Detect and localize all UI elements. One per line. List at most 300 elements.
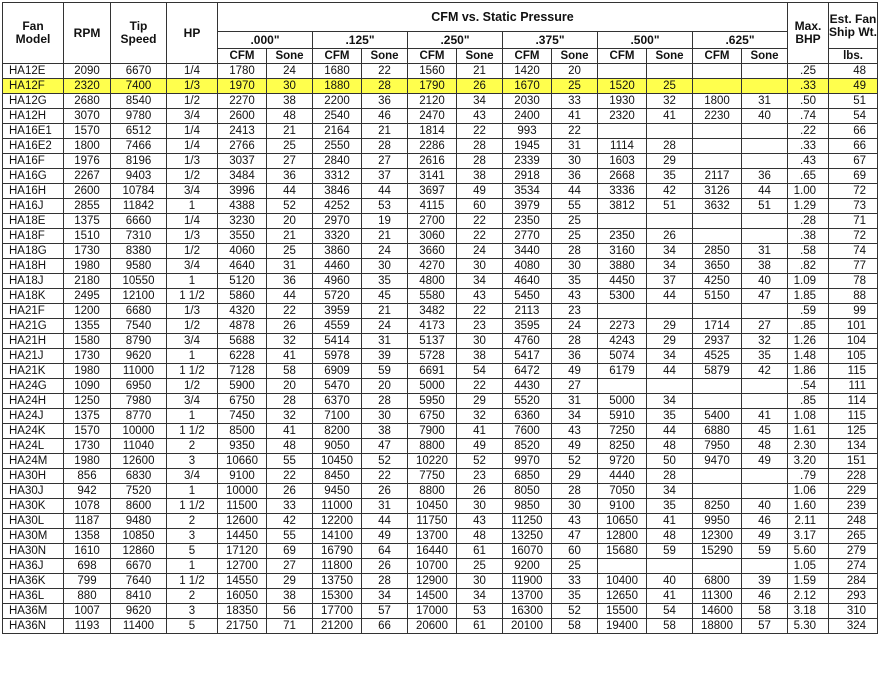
cell-cfm: 15290 [693,544,742,559]
table-row [3,139,878,154]
cell-cfm: 7250 [598,424,647,439]
cell-cfm: 4460 [313,259,362,274]
table-row [3,574,878,589]
cell-sone: 49 [742,529,788,544]
table-row [3,79,878,94]
cell-sone: 58 [742,604,788,619]
header-tip-speed [111,3,167,64]
cell-model: HA30H [3,469,64,484]
cell-sone: 30 [552,259,598,274]
cell-max-bhp: 1.08 [788,409,829,424]
cell-sone: 24 [457,244,503,259]
cell-cfm: 7128 [218,364,267,379]
cell-cfm: 5978 [313,349,362,364]
cell-sone: 34 [362,589,408,604]
cell-rpm: 856 [64,469,111,484]
cell-tip-speed: 6830 [111,469,167,484]
cell-sone: 21 [362,124,408,139]
cell-sone: 22 [362,64,408,79]
cell-sone: 58 [552,619,598,634]
cell-model: HA16E2 [3,139,64,154]
cell-ship-weight: 310 [829,604,878,619]
cell-sone: 28 [362,139,408,154]
cell-cfm: 3320 [313,229,362,244]
cell-sone: 45 [362,289,408,304]
cell-max-bhp: .33 [788,139,829,154]
cell-rpm: 1510 [64,229,111,244]
header-pressure: .500" [598,32,693,49]
cell-sone: 38 [457,349,503,364]
cell-cfm: 1970 [218,79,267,94]
cell-cfm: 6179 [598,364,647,379]
cell-cfm: 5950 [408,394,457,409]
cell-sone: 44 [647,289,693,304]
cell-sone: 59 [742,544,788,559]
cell-cfm: 6850 [503,469,552,484]
cell-sone: 54 [457,364,503,379]
cell-cfm: 11800 [313,559,362,574]
header-max-bhp [788,3,829,64]
cell-ship-weight: 72 [829,184,878,199]
cell-rpm: 1610 [64,544,111,559]
cell-sone: 25 [457,559,503,574]
cell-sone: 47 [362,439,408,454]
cell-cfm: 19400 [598,619,647,634]
header-tip-speed-line2: Speed [120,32,157,46]
cell-cfm: 1560 [408,64,457,79]
cell-sone: 58 [647,619,693,634]
cell-ship-weight: 77 [829,259,878,274]
cell-cfm: 9720 [598,454,647,469]
cell-sone: 28 [552,244,598,259]
cell-cfm: 2400 [503,109,552,124]
cell-cfm: 4440 [598,469,647,484]
cell-cfm: 4115 [408,199,457,214]
cell-sone: 43 [457,289,503,304]
cell-ship-weight: 72 [829,229,878,244]
cell-hp: 1/4 [167,139,218,154]
cell-sone: 48 [647,529,693,544]
cell-sone: 33 [552,574,598,589]
cell-sone [742,379,788,394]
cell-rpm: 1800 [64,139,111,154]
cell-hp: 1/3 [167,154,218,169]
cell-sone: 21 [267,229,313,244]
cell-sone: 51 [742,199,788,214]
cell-hp: 1 1/2 [167,364,218,379]
table-row [3,94,878,109]
cell-sone: 28 [457,139,503,154]
cell-max-bhp: .25 [788,64,829,79]
cell-sone: 71 [267,619,313,634]
cell-ship-weight: 229 [829,484,878,499]
cell-sone: 48 [267,109,313,124]
table-row [3,469,878,484]
cell-sone: 69 [267,544,313,559]
cell-cfm: 13700 [408,529,457,544]
cell-sone [742,394,788,409]
cell-cfm: 4430 [503,379,552,394]
cell-sone: 30 [457,259,503,274]
cell-cfm: 5120 [218,274,267,289]
cell-rpm: 1007 [64,604,111,619]
cell-sone: 29 [647,154,693,169]
cell-hp: 1/4 [167,64,218,79]
cell-max-bhp: .65 [788,169,829,184]
cell-sone: 25 [647,79,693,94]
cell-cfm: 2350 [598,229,647,244]
cell-cfm [693,64,742,79]
cell-ship-weight: 74 [829,244,878,259]
cell-cfm: 2273 [598,319,647,334]
table-row [3,439,878,454]
cell-cfm: 7950 [693,439,742,454]
cell-ship-weight: 125 [829,424,878,439]
header-cfm: CFM [598,49,647,64]
cell-cfm: 16070 [503,544,552,559]
cell-sone: 35 [362,274,408,289]
cell-sone [647,64,693,79]
cell-cfm: 9450 [313,484,362,499]
cell-cfm: 5580 [408,289,457,304]
cell-sone: 34 [457,589,503,604]
cell-model: HA24K [3,424,64,439]
cell-model: HA36L [3,589,64,604]
cell-max-bhp: 3.20 [788,454,829,469]
cell-hp: 1/3 [167,79,218,94]
cell-cfm [598,124,647,139]
cell-cfm: 3996 [218,184,267,199]
cell-tip-speed: 9620 [111,349,167,364]
cell-model: HA18F [3,229,64,244]
cell-sone: 54 [647,604,693,619]
cell-cfm: 13750 [313,574,362,589]
cell-cfm: 4270 [408,259,457,274]
cell-model: HA36K [3,574,64,589]
cell-cfm: 3860 [313,244,362,259]
cell-tip-speed: 11000 [111,364,167,379]
cell-sone: 48 [647,439,693,454]
cell-sone: 46 [362,109,408,124]
cell-cfm: 5688 [218,334,267,349]
cell-sone: 47 [742,289,788,304]
cell-hp: 1 [167,484,218,499]
cell-max-bhp: .54 [788,379,829,394]
cell-ship-weight: 248 [829,514,878,529]
cell-sone: 31 [362,499,408,514]
cell-sone: 53 [457,604,503,619]
cell-cfm: 5728 [408,349,457,364]
cell-cfm: 10660 [218,454,267,469]
cell-sone: 26 [457,79,503,94]
cell-model: HA21G [3,319,64,334]
cell-sone: 34 [647,244,693,259]
cell-cfm: 5417 [503,349,552,364]
cell-cfm: 8800 [408,484,457,499]
cell-max-bhp: 1.29 [788,199,829,214]
cell-cfm: 6909 [313,364,362,379]
header-cfm-vs-static-pressure: CFM vs. Static Pressure [218,3,788,32]
cell-sone: 28 [552,334,598,349]
cell-cfm: 5910 [598,409,647,424]
cell-sone: 20 [552,64,598,79]
cell-sone: 52 [362,454,408,469]
cell-model: HA36J [3,559,64,574]
header-sone: Sone [362,49,408,64]
cell-model: HA12E [3,64,64,79]
cell-tip-speed: 7540 [111,319,167,334]
cell-sone: 26 [267,319,313,334]
cell-cfm: 3312 [313,169,362,184]
cell-rpm: 1375 [64,409,111,424]
cell-sone [647,304,693,319]
cell-tip-speed: 12860 [111,544,167,559]
cell-sone: 23 [552,304,598,319]
cell-sone: 34 [457,94,503,109]
cell-rpm: 942 [64,484,111,499]
cell-cfm: 11900 [503,574,552,589]
cell-sone: 30 [362,259,408,274]
cell-ship-weight: 284 [829,574,878,589]
table-row [3,109,878,124]
cell-sone: 24 [362,244,408,259]
cell-cfm: 6228 [218,349,267,364]
cell-tip-speed: 6512 [111,124,167,139]
cell-cfm: 10220 [408,454,457,469]
cell-cfm: 1930 [598,94,647,109]
cell-hp: 1/3 [167,304,218,319]
cell-model: HA18G [3,244,64,259]
cell-sone: 27 [267,154,313,169]
cell-cfm: 12300 [693,529,742,544]
cell-cfm: 14550 [218,574,267,589]
header-fan-model-line1: Fan [22,19,44,33]
table-row [3,199,878,214]
cell-sone: 25 [552,229,598,244]
cell-cfm: 10400 [598,574,647,589]
cell-rpm: 1250 [64,394,111,409]
cell-sone: 64 [362,544,408,559]
cell-sone: 28 [647,139,693,154]
cell-max-bhp: 5.30 [788,619,829,634]
cell-hp: 1 1/2 [167,574,218,589]
cell-sone: 25 [552,79,598,94]
cell-hp: 1/2 [167,94,218,109]
cell-ship-weight: 274 [829,559,878,574]
cell-cfm: 6370 [313,394,362,409]
cell-tip-speed: 8790 [111,334,167,349]
cell-ship-weight: 48 [829,64,878,79]
cell-sone: 55 [267,529,313,544]
cell-cfm: 5900 [218,379,267,394]
cell-sone: 61 [457,619,503,634]
cell-sone: 49 [742,454,788,469]
cell-rpm: 1730 [64,349,111,364]
cell-cfm: 3979 [503,199,552,214]
cell-sone: 38 [267,589,313,604]
cell-sone: 41 [457,424,503,439]
cell-sone: 44 [647,424,693,439]
cell-model: HA16E1 [3,124,64,139]
cell-cfm [693,214,742,229]
cell-sone [742,124,788,139]
cell-cfm: 4173 [408,319,457,334]
cell-sone: 41 [647,514,693,529]
cell-model: HA36N [3,619,64,634]
cell-cfm: 16790 [313,544,362,559]
cell-cfm: 13250 [503,529,552,544]
cell-cfm: 5400 [693,409,742,424]
cell-sone: 26 [647,229,693,244]
cell-cfm: 5879 [693,364,742,379]
cell-cfm: 12700 [218,559,267,574]
cell-cfm [598,379,647,394]
cell-max-bhp: 1.26 [788,334,829,349]
cell-sone: 41 [552,109,598,124]
cell-sone: 30 [457,334,503,349]
cell-sone: 39 [742,574,788,589]
cell-max-bhp: 1.00 [788,184,829,199]
cell-hp: 1 [167,559,218,574]
cell-sone: 35 [552,274,598,289]
cell-cfm: 4960 [313,274,362,289]
cell-cfm: 3336 [598,184,647,199]
cell-model: HA16H [3,184,64,199]
cell-cfm: 5300 [598,289,647,304]
table-row [3,289,878,304]
cell-ship-weight: 228 [829,469,878,484]
cell-cfm: 3037 [218,154,267,169]
header-pressure: .625" [693,32,788,49]
cell-sone: 21 [362,304,408,319]
cell-cfm: 3534 [503,184,552,199]
cell-sone: 27 [362,154,408,169]
table-row [3,424,878,439]
cell-cfm: 3595 [503,319,552,334]
cell-cfm: 3230 [218,214,267,229]
cell-model: HA18K [3,289,64,304]
cell-sone: 30 [457,499,503,514]
cell-cfm: 10650 [598,514,647,529]
cell-max-bhp: 5.60 [788,544,829,559]
cell-ship-weight: 134 [829,439,878,454]
cell-cfm: 9100 [598,499,647,514]
cell-cfm: 10700 [408,559,457,574]
cell-cfm: 20600 [408,619,457,634]
cell-sone: 56 [267,604,313,619]
cell-cfm: 3632 [693,199,742,214]
cell-sone: 38 [457,169,503,184]
cell-cfm: 6472 [503,364,552,379]
header-pressure: .375" [503,32,598,49]
cell-sone: 52 [552,604,598,619]
cell-max-bhp: 1.86 [788,364,829,379]
cell-model: HA24L [3,439,64,454]
cell-tip-speed: 8196 [111,154,167,169]
cell-cfm: 6360 [503,409,552,424]
cell-ship-weight: 66 [829,124,878,139]
header-fan-model [3,3,64,64]
cell-sone: 36 [552,169,598,184]
cell-sone: 40 [742,109,788,124]
table-header [3,3,878,64]
cell-tip-speed: 10000 [111,424,167,439]
cell-sone: 47 [552,529,598,544]
cell-ship-weight: 293 [829,589,878,604]
cell-cfm: 11750 [408,514,457,529]
cell-cfm: 14100 [313,529,362,544]
cell-rpm: 2320 [64,79,111,94]
cell-rpm: 2680 [64,94,111,109]
cell-cfm: 4450 [598,274,647,289]
cell-cfm: 12200 [313,514,362,529]
cell-cfm: 17700 [313,604,362,619]
cell-ship-weight: 239 [829,499,878,514]
cell-cfm: 4320 [218,304,267,319]
cell-cfm: 1714 [693,319,742,334]
cell-hp: 1 [167,349,218,364]
cell-ship-weight: 115 [829,409,878,424]
cell-tip-speed: 10550 [111,274,167,289]
table-row [3,64,878,79]
cell-tip-speed: 6670 [111,559,167,574]
cell-rpm: 1980 [64,259,111,274]
cell-cfm: 14500 [408,589,457,604]
cell-sone: 35 [742,349,788,364]
cell-cfm: 2339 [503,154,552,169]
cell-sone: 42 [647,184,693,199]
cell-hp: 3/4 [167,469,218,484]
cell-sone: 26 [457,484,503,499]
cell-cfm: 2113 [503,304,552,319]
cell-cfm: 7600 [503,424,552,439]
cell-cfm: 5150 [693,289,742,304]
cell-sone: 24 [267,64,313,79]
cell-sone: 55 [267,454,313,469]
cell-tip-speed: 8600 [111,499,167,514]
cell-sone: 36 [267,169,313,184]
cell-sone: 22 [267,469,313,484]
table-row [3,619,878,634]
cell-cfm: 3880 [598,259,647,274]
cell-cfm: 10000 [218,484,267,499]
table-row [3,304,878,319]
cell-cfm: 9950 [693,514,742,529]
cell-max-bhp: .50 [788,94,829,109]
cell-cfm: 4760 [503,334,552,349]
cell-cfm: 4388 [218,199,267,214]
cell-sone: 52 [552,454,598,469]
header-sone: Sone [457,49,503,64]
header-sone: Sone [647,49,693,64]
cell-ship-weight: 66 [829,139,878,154]
cell-ship-weight: 78 [829,274,878,289]
cell-ship-weight: 51 [829,94,878,109]
table-row [3,184,878,199]
cell-cfm: 9970 [503,454,552,469]
cell-rpm: 2267 [64,169,111,184]
cell-cfm [693,79,742,94]
cell-ship-weight: 104 [829,334,878,349]
cell-tip-speed: 7466 [111,139,167,154]
cell-sone: 59 [362,364,408,379]
cell-hp: 2 [167,514,218,529]
cell-cfm: 3126 [693,184,742,199]
cell-ship-weight: 67 [829,154,878,169]
cell-hp: 3/4 [167,184,218,199]
cell-sone: 32 [742,334,788,349]
cell-sone: 22 [457,379,503,394]
